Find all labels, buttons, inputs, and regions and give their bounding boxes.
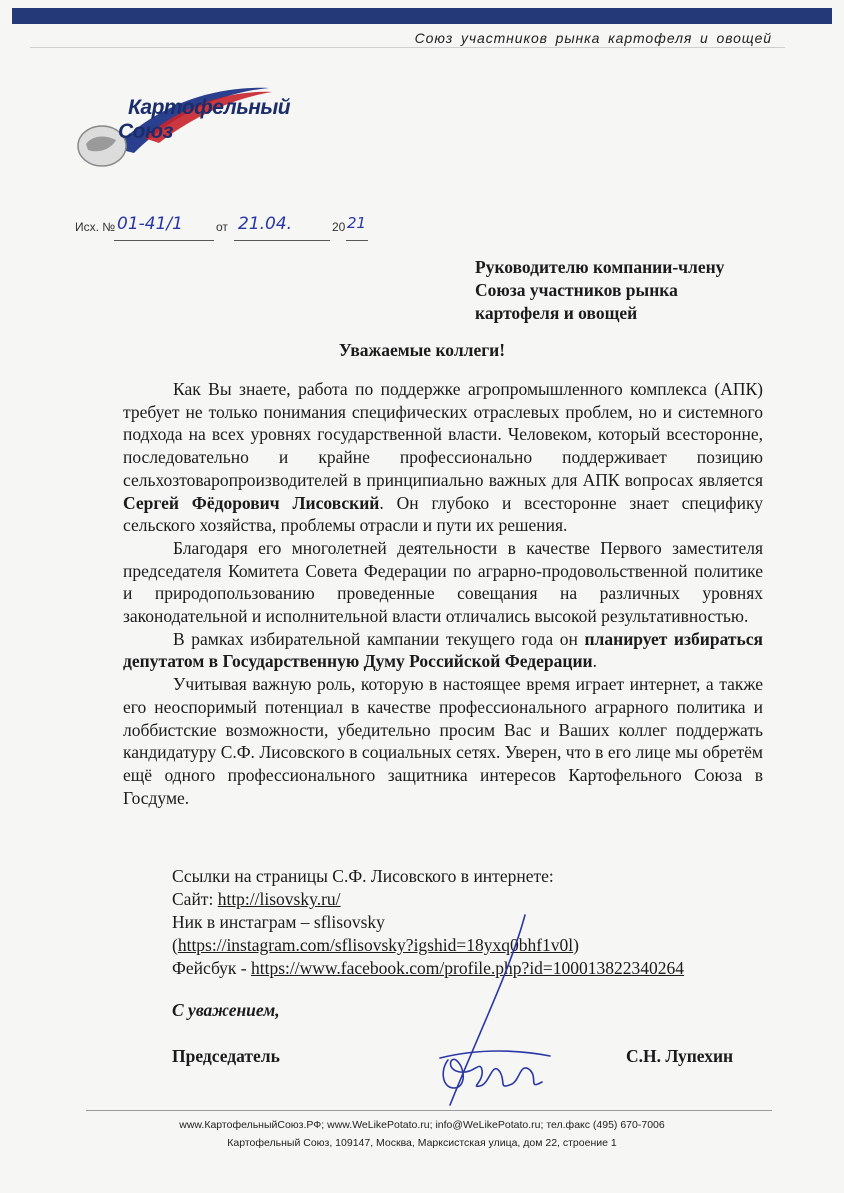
date-label: от (216, 220, 228, 234)
year-underline (346, 240, 368, 241)
candidate-name: Сергей Фёдорович Лисовский (123, 492, 380, 513)
top-color-bar (12, 8, 832, 24)
letter-body (123, 378, 763, 809)
instagram-nick: Ник в инстаграм – sflisovsky (172, 912, 385, 932)
addressee-line: Союза участников рынка (475, 280, 678, 300)
instagram-row: (https://instagram.com/sflisovsky?igshid=18yxq0bhf1v0l) (172, 935, 579, 955)
signer-name: С.Н. Лупехин (626, 1046, 734, 1066)
paragraph-2: Благодаря его многолетней деятельности в качестве Первого заместителя председателя Комитета Совета Федерации по аграрно-продовольственной политике и природопользованию проведенные совещания на различных уровнях законодательной и исполнительной власти отличались высокой результативностью. (123, 537, 763, 627)
footer-contacts: www.КартофельныйСоюз.РФ; www.WeLikePotato.ru; info@WeLikePotato.ru; тел.факс (495) 670-7006 (179, 1119, 665, 1131)
addressee-line: Руководителю компании-члену (475, 257, 725, 277)
year-suffix: 21 (347, 214, 367, 232)
site-link[interactable]: http://lisovsky.ru/ (217, 889, 341, 909)
date-underline (234, 240, 330, 241)
candidacy-statement: планирует избираться депутатом в Государственную Думу Российской Федерации (123, 628, 763, 672)
handwritten-signature (420, 910, 580, 1110)
logo-text-line2: Союз (118, 120, 173, 143)
addressee-line: картофеля и овощей (475, 303, 638, 323)
paragraph-4: Учитывая важную роль, которую в настоящее время играет интернет, а также его неоспоримый потенциал в качестве профессионального аграрного политика и лоббистские возможности, убедительно просим Вас и Ваших коллег поддержать кандидатуру С.Ф. Лисовского в социальных сетях. Уверен, что в его лице мы обретём ещё одного профессионального защитника интересов Картофельного Союза в Госдуме. (123, 674, 763, 808)
instagram-link[interactable]: https://instagram.com/sflisovsky?igshid=18yxq0bhf1v0l (177, 935, 574, 955)
union-name-header: Союз участников рынка картофеля и овощей (414, 30, 772, 46)
ref-number-label: Исх. № (75, 220, 116, 234)
closing-regards: С уважением, (172, 1000, 280, 1020)
facebook-link[interactable]: https://www.facebook.com/profile.php?id=100013822340264 (251, 958, 685, 978)
footer-rule (86, 1110, 772, 1111)
addressee-block (475, 256, 724, 325)
ref-number-underline (114, 240, 214, 241)
logo-text-line1: Картофельный (128, 96, 291, 119)
site-row: Сайт: http://lisovsky.ru/ (172, 889, 341, 909)
date-value: 21.04. (238, 214, 293, 234)
greeting: Уважаемые коллеги! (338, 340, 506, 360)
header-rule (30, 47, 785, 48)
facebook-row: Фейсбук - https://www.facebook.com/profile.php?id=100013822340264 (172, 958, 685, 978)
footer-address: Картофельный Союз, 109147, Москва, Марксистская улица, дом 22, строение 1 (227, 1137, 617, 1149)
paragraph-3: В рамках избирательной кампании текущего года он планирует избираться депутатом в Государственную Думу Российской Федерации. (123, 628, 763, 672)
signer-role: Председатель (172, 1046, 280, 1066)
ref-number: 01-41/1 (117, 214, 183, 234)
potato-union-logo (74, 78, 274, 168)
paragraph-1: Как Вы знаете, работа по поддержке агропромышленного комплекса (АПК) требует не только понимания специфических отраслевых проблем, но и системного подхода на всех уровнях государственной власти. Человеком, который всесторонне, последовательно и крайне профессионально поддерживает позицию сельхозтоваропроизводителей в принципиально важных для АПК вопросах является Сергей Фёдорович Лисовский. Он глубоко и всесторонне знает специфику сельского хозяйства, проблемы отрасли и пути их решения. (123, 379, 763, 536)
links-intro: Ссылки на страницы С.Ф. Лисовского в интернете: (172, 866, 554, 886)
year-prefix: 20 (332, 220, 346, 234)
